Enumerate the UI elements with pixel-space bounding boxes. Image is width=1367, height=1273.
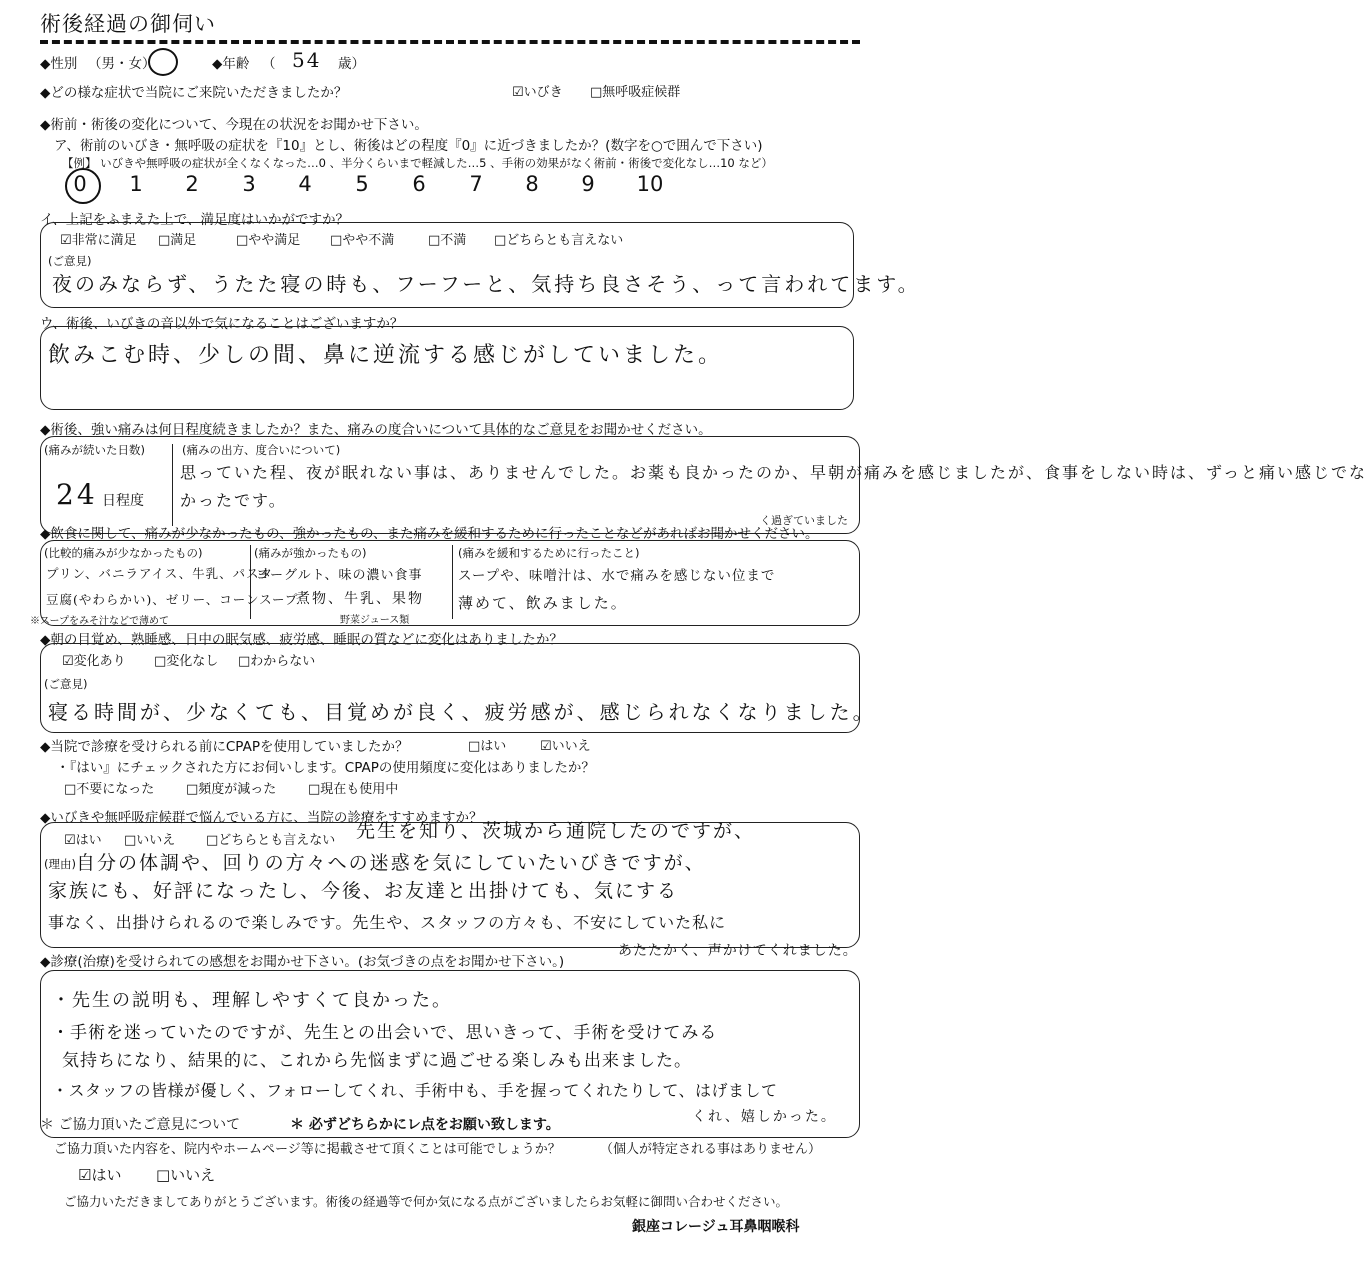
scale-1[interactable]: 1 — [129, 172, 143, 196]
scale-3[interactable]: 3 — [242, 172, 256, 196]
morning-no-change[interactable]: □変化なし — [154, 654, 219, 669]
food-less-line-2[interactable]: 豆腐(やわらかい)、ゼリー、コーンスープ — [46, 592, 299, 607]
cooperation-note: （個人が特定される事はありません） — [600, 1142, 822, 1157]
pain-days-value[interactable]: 24 — [56, 478, 98, 511]
scale-9[interactable]: 9 — [581, 172, 595, 196]
satisfaction-question: イ、上記をふまえた上で、満足度はいかがですか？ — [40, 212, 350, 228]
cpap-yes[interactable]: □はい — [468, 739, 507, 754]
clinic-name: 銀座コレージュ耳鼻咽喉科 — [632, 1219, 800, 1235]
symptom-option-snoring[interactable]: ☑いびき — [512, 85, 563, 100]
cpap-reduced[interactable]: □頻度が減った — [186, 782, 277, 797]
age-value[interactable]: 54 — [292, 48, 322, 72]
gender-value[interactable]: （男・女） — [88, 56, 156, 72]
scale-8[interactable]: 8 — [525, 172, 539, 196]
pain-degree-line-1[interactable]: 思っていた程、夜が眠れない事は、ありませんでした。お薬も良かったのか、早朝が痛みを感じましたが、食事をしない時は、ずっと痛い感じでな — [180, 463, 1367, 482]
satisfaction-opinion[interactable]: 夜のみならず、うたた寝の時も、フーフーと、気持ち良さそう、って言われてます。 — [52, 272, 921, 296]
pain-divider — [172, 444, 173, 526]
thanks-text: ご協力いただきましてありがとうございます。術後の経過等で何か気になる点がございましたらお気軽に御問い合わせください。 — [64, 1194, 789, 1209]
recommend-reason-label: (理由) — [44, 857, 76, 871]
food-relief-line-2[interactable]: 薄めて、飲みました。 — [458, 594, 628, 612]
satisfaction-neither[interactable]: □どちらとも言えない — [494, 233, 624, 248]
recommend-yes[interactable]: ☑はい — [64, 833, 102, 848]
scale-5[interactable]: 5 — [355, 172, 369, 196]
morning-opinion[interactable]: 寝る時間が、少なくても、目覚めが良く、疲労感が、感じられなくなりました。 — [48, 700, 876, 724]
recommend-question: ◆いびきや無呼吸症候群で悩んでいる方に、当院の診療をすすめますか？ — [40, 810, 483, 826]
gender-circle-mark — [148, 48, 178, 76]
recommend-line-1[interactable]: 先生を知り、茨城から通院したのですが、 — [356, 820, 756, 842]
age-open: （ — [262, 56, 276, 72]
age-label: ◆年齢 — [212, 56, 250, 72]
impression-line-1[interactable]: ・先生の説明も、理解しやすくて良かった。 — [52, 990, 452, 1011]
recommend-line-2[interactable]: 自分の体調や、回りの方々への迷惑を気にしていたいびきですが、 — [76, 852, 706, 874]
recommend-no[interactable]: □いいえ — [124, 833, 176, 848]
satisfaction-opinion-label: (ご意見) — [48, 254, 92, 268]
impression-line-3[interactable]: 気持ちになり、結果的に、これから先悩まずに過ごせる楽しみも出来ました。 — [62, 1051, 692, 1071]
cpap-still-using[interactable]: □現在も使用中 — [308, 782, 399, 797]
change-example: 【例】 いびきや無呼吸の症状が全くなくなった…0 、半分くらいまで軽減した…5 、手術の効果がなく術前・術後で変化なし…10 など） — [62, 156, 773, 170]
pain-degree-line-2[interactable]: かったです。 — [180, 491, 287, 510]
other-answer[interactable]: 飲みこむ時、少しの間、鼻に逆流する感じがしていました。 — [48, 343, 724, 368]
cpap-question: ◆当院で診療を受けられる前にCPAPを使用していましたか？ — [40, 739, 409, 755]
impression-line-2[interactable]: ・手術を迷っていたのですが、先生との出会いで、思いきって、手術を受けてみる — [52, 1023, 718, 1043]
recommend-line-3[interactable]: 家族にも、好評になったし、今後、お友達と出掛けても、気にする — [48, 880, 679, 902]
gender-label: ◆性別 — [40, 56, 78, 72]
cpap-unneeded[interactable]: □不要になった — [64, 782, 155, 797]
recommend-neither[interactable]: □どちらとも言えない — [206, 833, 336, 848]
pain-days-label: (痛みが続いた日数) — [44, 443, 145, 457]
cooperation-must: ＊ 必ずどちらかにレ点をお願い致します。 — [290, 1117, 560, 1133]
scale-0[interactable]: 0 — [73, 172, 87, 196]
change-subquestion: ア、術前のいびき・無呼吸の症状を『10』とし、術後はどの程度『0』に近づきましたか？(数字を○で囲んで下さい) — [54, 138, 763, 154]
food-more-line-2[interactable]: 煮物、牛乳、果物 — [296, 591, 424, 607]
cooperation-no[interactable]: □いいえ — [156, 1166, 216, 1184]
recommend-line-5[interactable]: あたたかく、声かけてくれました。 — [618, 943, 858, 959]
morning-question: ◆朝の目覚め、熟睡感、日中の眠気感、疲労感、睡眠の質などに変化はありましたか？ — [40, 632, 563, 648]
impression-question: ◆診療(治療)を受けられての感想をお聞かせ下さい。(お気づきの点をお聞かせ下さい。) — [40, 954, 565, 970]
food-more-line-3[interactable]: 野菜ジュース類 — [340, 615, 410, 626]
scale-selected-circle — [65, 168, 101, 204]
cpap-no[interactable]: ☑いいえ — [540, 739, 591, 754]
satisfaction-somewhat-unsatisfied[interactable]: □やや不満 — [330, 233, 395, 248]
food-less-line-3[interactable]: ※スープをみそ汁などで薄めて — [30, 616, 169, 627]
cooperation-yes[interactable]: ☑はい — [78, 1166, 122, 1184]
food-question: ◆飲食に関して、痛みが少なかったもの、強かったもの、また痛みを緩和するために行ったことなどがあればお聞かせください。 — [40, 526, 819, 542]
morning-opinion-label: (ご意見) — [44, 677, 88, 691]
scale-10[interactable]: 10 — [636, 172, 664, 196]
scale-2[interactable]: 2 — [185, 172, 199, 196]
food-more-line-1[interactable]: ヨーグルト、味の濃い食事 — [256, 568, 423, 583]
morning-unknown[interactable]: □わからない — [238, 654, 316, 669]
impression-line-4[interactable]: ・スタッフの皆様が優しく、フォローしてくれ、手術中も、手を握ってくれたりして、はげまして — [52, 1081, 778, 1100]
scale-6[interactable]: 6 — [412, 172, 426, 196]
page-title: 術後経過の御伺い — [40, 12, 216, 36]
scale-4[interactable]: 4 — [298, 172, 312, 196]
cooperation-question: ご協力頂いた内容を、院内やホームページ等に掲載させて頂くことは可能でしょうか？ — [54, 1142, 561, 1157]
cpap-subquestion: ・『はい』にチェックされた方にお伺いします。CPAPの使用頻度に変化はありましたか？ — [56, 760, 595, 776]
satisfaction-somewhat[interactable]: □やや満足 — [236, 233, 301, 248]
food-less-line-1[interactable]: プリン、バニラアイス、牛乳、パスタ — [46, 566, 274, 581]
food-less-label: (比較的痛みが少なかったもの) — [44, 546, 203, 560]
change-question: ◆術前・術後の変化について、今現在の状況をお聞かせ下さい。 — [40, 117, 428, 133]
satisfaction-very[interactable]: ☑非常に満足 — [60, 233, 137, 248]
impression-line-5[interactable]: くれ、嬉しかった。 — [692, 1109, 837, 1125]
pain-question: ◆術後、強い痛みは何日程度続きましたか？また、痛みの度合いについて具体的なご意見をお聞かせください。 — [40, 422, 712, 438]
scale-7[interactable]: 7 — [469, 172, 483, 196]
symptom-question: ◆どの様な症状で当院にご来院いただきましたか？ — [40, 85, 348, 101]
satisfaction-unsatisfied[interactable]: □不満 — [428, 233, 467, 248]
satisfaction-satisfied[interactable]: □満足 — [158, 233, 197, 248]
food-divider-2 — [452, 545, 453, 619]
recommend-line-4[interactable]: 事なく、出掛けられるので楽しみです。先生や、スタッフの方々も、不安にしていた私に — [48, 913, 727, 932]
age-close: 歳） — [338, 56, 365, 72]
pain-degree-label: (痛みの出方、度合いについて) — [182, 443, 341, 457]
food-relief-line-1[interactable]: スープや、味噌汁は、水で痛みを感じない位まで — [458, 568, 776, 584]
symptom-option-apnea[interactable]: □無呼吸症候群 — [590, 85, 681, 100]
food-more-label: (痛みが強かったもの) — [254, 546, 367, 560]
morning-changed[interactable]: ☑変化あり — [62, 654, 126, 669]
pain-days-unit: 日程度 — [102, 493, 144, 509]
cooperation-heading: ＊ ご協力頂いたご意見について — [40, 1117, 241, 1133]
pain-degree-line-3[interactable]: く過ぎていました — [760, 514, 848, 527]
title-divider — [40, 40, 860, 44]
other-question: ウ、術後、いびきの音以外で気になることはございますか？ — [40, 316, 404, 332]
pain-box — [40, 436, 860, 534]
food-relief-label: (痛みを緩和するために行ったこと) — [458, 546, 640, 560]
